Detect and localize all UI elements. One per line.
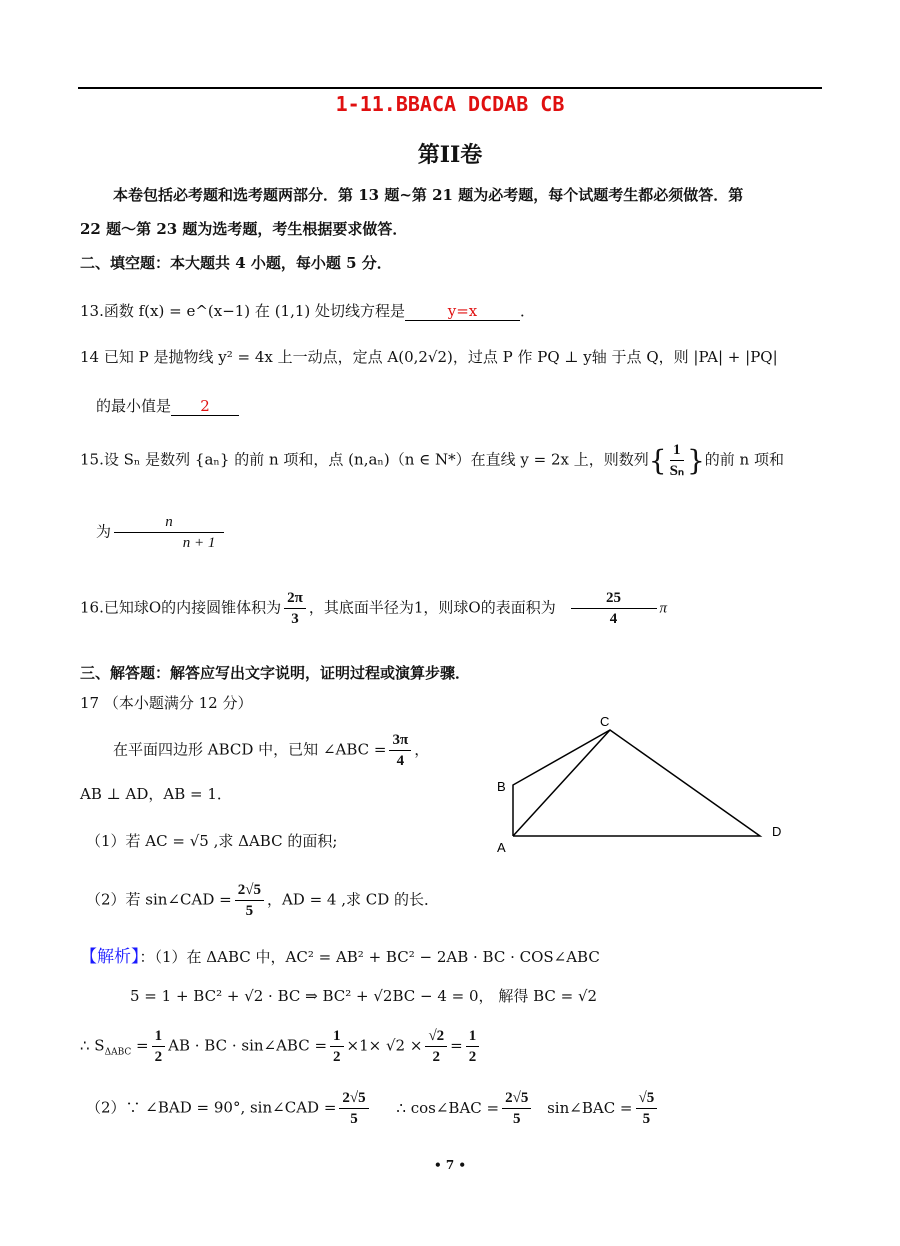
quadrilateral-diagram [490, 710, 800, 855]
section-3-title: 三、解答题：解答应写出文字说明，证明过程或演算步骤． [80, 664, 471, 682]
solution-line-4: （2）∵ ∠BAD = 90°, sin∠CAD = $\frac{2√5}{5}$ ∴ cos∠BAC = $\frac{2√5}{5}$ sin∠BAC = $\frac{√5}{5}$ [86, 1088, 660, 1129]
top-rule [78, 87, 822, 89]
question-16: 16.已知球O的内接圆锥体积为 $\frac{2\pi}{3}$ ，其底面半径为1，则球O的表面积为 $\frac{25}{4}$ π [80, 590, 668, 627]
intro-line-2: 22 题～第 23 题为选考题，考生根据要求做答． [80, 220, 408, 238]
q17-line-1: 在平面四边形 ABCD 中，已知 ∠ABC = $\frac{3\pi}{4}$ ， [113, 732, 430, 769]
question-13: 13.函数 f(x) = e^(x−1) 在 (1,1) 处切线方程是 y=x ． [80, 302, 536, 320]
label-c: C [600, 714, 610, 729]
question-14-cont: 的最小值是 2 [96, 395, 239, 416]
page-number: • 7 • [433, 1158, 467, 1172]
solution-line-1: 【解析】：（1）在 ΔABC 中，AC² = AB² + BC² − 2AB · BC · COS∠ABC [80, 947, 600, 967]
question-15: 15.设 Sₙ 是数列 {aₙ} 的前 n 项和，点 (n,aₙ)（n ∈ N*）在直线 y = 2x 上，则数列{ $\frac{1}{\text{Sₙ}}$ }的前 n 项和 [80, 442, 784, 479]
q13-answer: y=x [405, 302, 520, 321]
question-15-answer: 为 $\frac{n}{n + 1}$ [96, 512, 227, 553]
q14-answer: 2 [171, 397, 239, 416]
solution-tag: 【解析】 [80, 947, 140, 967]
label-d: D [772, 824, 782, 839]
section-2-title: 二、填空题：本大题共 4 小题，每小题 5 分． [80, 254, 392, 272]
label-b: B [497, 779, 506, 794]
volume-title: 第II卷 [417, 142, 483, 168]
intro-line-1: 本卷包括必考题和选考题两部分．第 13 题~第 21 题为必考题，每个试题考生都必须做答．第 [113, 186, 744, 204]
label-a: A [497, 840, 506, 855]
solution-line-2: 5 = 1 + BC² + √2 · BC ⇒ BC² + √2BC − 4 = 0， 解得 BC = √2 [130, 987, 598, 1005]
solution-line-3: ∴ $S_{\Delta ABC}$ = $\frac{1}{2}$ AB · BC · sin∠ABC = $\frac{1}{2}$ ×1× √2 × $\frac{√2}{2}$ = $\frac{1}{2}$ [80, 1026, 482, 1067]
question-14: 14 已知 P 是抛物线 y² = 4x 上一动点，定点 A(0,2√2)，过点 P 作 PQ ⊥ y轴 于点 Q，则 |PA| + |PQ| [80, 348, 778, 366]
q17-header: 17 （本小题满分 12 分） [80, 694, 253, 712]
q17-line-2: AB ⊥ AD，AB = 1． [80, 785, 232, 803]
q17-part-1: （1）若 AC = √5 ,求 ΔABC 的面积; [86, 832, 338, 850]
q17-part-2: （2）若 sin∠CAD = $\frac{2√5}{5}$ ，AD = 4 ,求 CD 的长． [86, 882, 440, 919]
answer-key: 1-11.BBACA DCDAB CB [335, 92, 565, 116]
